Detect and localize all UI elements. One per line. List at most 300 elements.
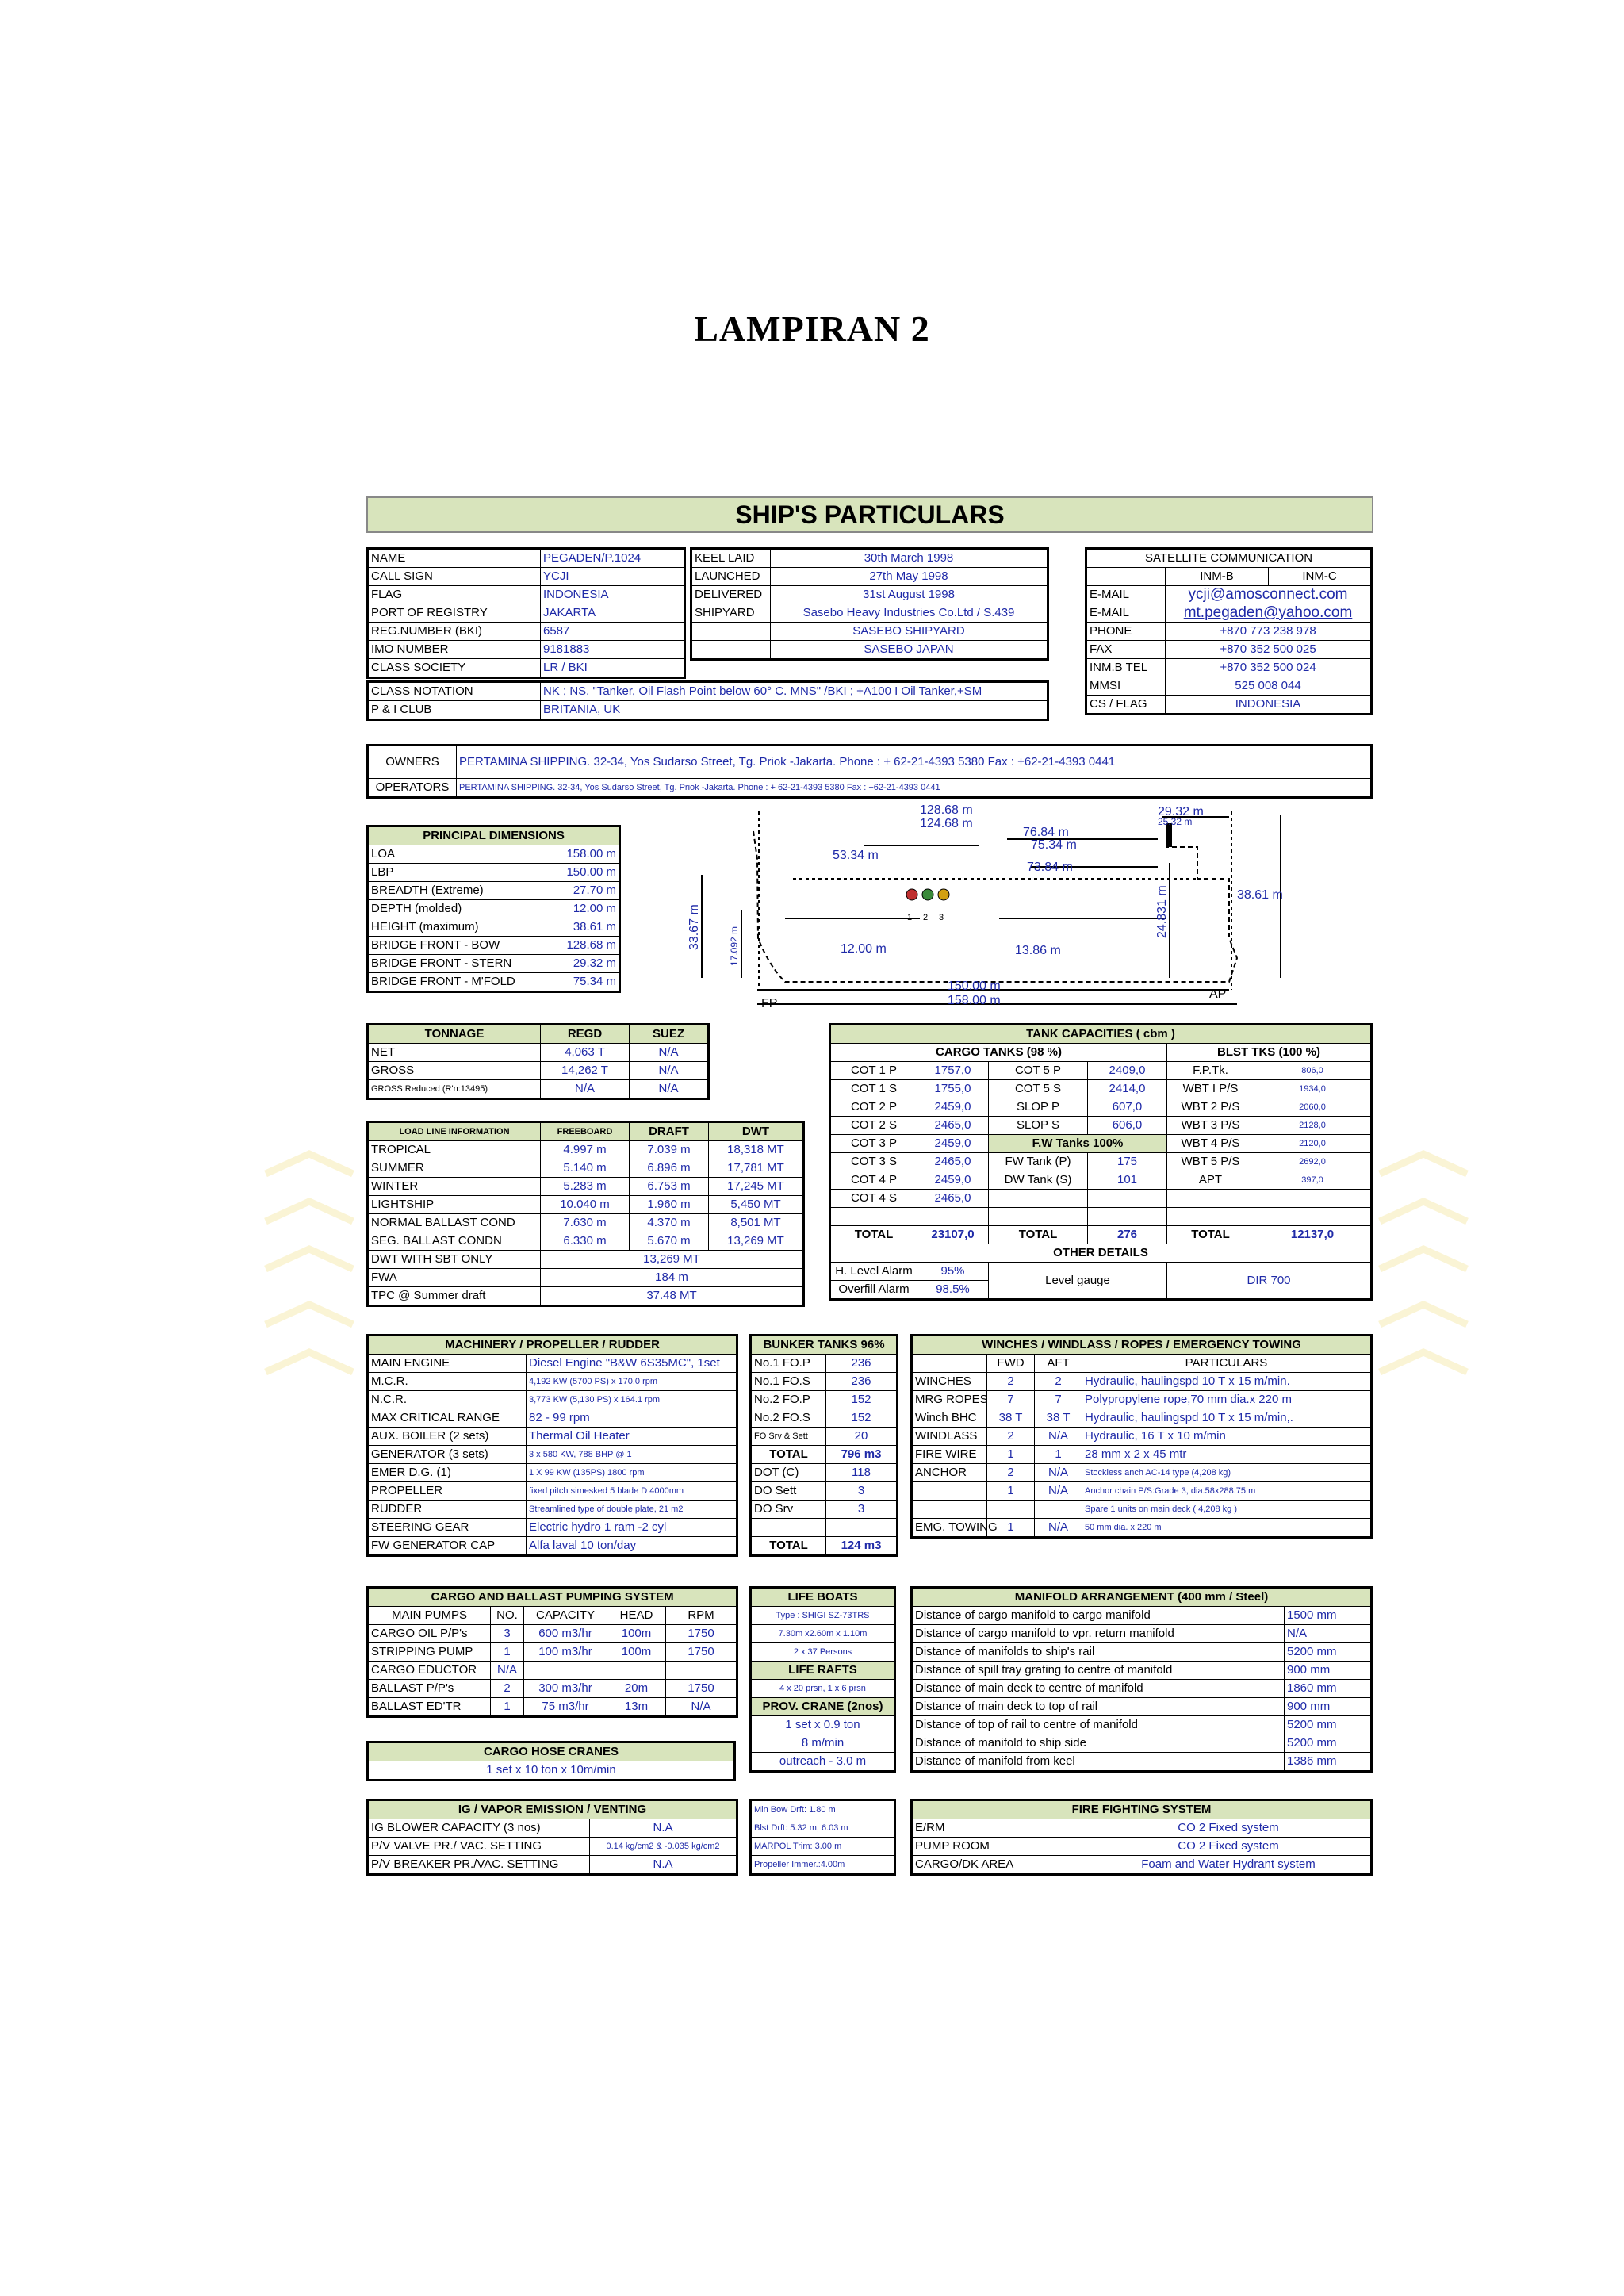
table-row	[368, 864, 620, 882]
tank-value: 101	[1088, 1171, 1167, 1190]
cargo-tank-value: 2465,0	[917, 1117, 989, 1135]
machinery-label: EMER D.G. (1)	[368, 1464, 527, 1482]
bunker-value: 796 m3	[826, 1446, 898, 1464]
dim-depth: 12.00 m	[841, 942, 887, 956]
tonnage-table	[366, 1023, 710, 1100]
pump-value	[524, 1662, 607, 1680]
tank-total-row	[830, 1226, 1372, 1244]
tonnage-suez: N/A	[630, 1080, 709, 1099]
table-row	[368, 1196, 804, 1214]
table-row	[368, 1409, 737, 1428]
winch-aft	[1035, 1501, 1082, 1519]
tank-name: SLOP S	[989, 1117, 1088, 1135]
cargo-tank-name: COT 2 P	[830, 1098, 917, 1117]
machinery-label: MAIN ENGINE	[368, 1355, 527, 1373]
ig-rows	[368, 1819, 737, 1875]
table-row	[912, 1464, 1372, 1482]
table-row	[368, 1251, 804, 1269]
winch-label: WINCHES	[912, 1373, 987, 1391]
pump-value: 100m	[607, 1643, 666, 1662]
manifold-value: N/A	[1285, 1625, 1372, 1643]
build-table	[690, 547, 1049, 661]
loadline-label: LIGHTSHIP	[368, 1196, 541, 1214]
dim-lbp: 150.00 m	[948, 979, 1001, 993]
prov-crane-header: PROV. CRANE (2nos)	[751, 1698, 895, 1716]
tank-value: 2414,0	[1088, 1080, 1167, 1098]
winch-particulars: 28 mm x 2 x 45 mtr	[1082, 1446, 1372, 1464]
winch-aft: N/A	[1035, 1464, 1082, 1482]
tank-name	[989, 1208, 1088, 1226]
identity-label: CLASS SOCIETY	[368, 659, 541, 678]
table-row	[368, 1391, 737, 1409]
bunker-rows	[751, 1355, 898, 1556]
principal-rows	[368, 845, 620, 992]
pumping-col-header: HEAD	[607, 1607, 666, 1625]
loadline-extra-value: 184 m	[541, 1269, 804, 1287]
principal-dimensions-table	[366, 825, 621, 993]
table-row	[1086, 604, 1372, 623]
bunker-label	[751, 1519, 826, 1537]
page-title: LAMPIRAN 2	[694, 309, 930, 349]
loadline-extra-label: FWA	[368, 1269, 541, 1287]
table-row	[368, 937, 620, 955]
operators-label: OPERATORS	[368, 779, 457, 798]
machinery-label: PROPELLER	[368, 1482, 527, 1501]
build-value: SASEBO JAPAN	[771, 641, 1048, 660]
ballast-tank-value: 2060,0	[1254, 1098, 1372, 1117]
pump-value: 300 m3/hr	[524, 1680, 607, 1698]
bunker-label: FO Srv & Sett	[751, 1428, 826, 1446]
loadline-table	[366, 1121, 805, 1307]
winch-aft: 7	[1035, 1391, 1082, 1409]
loadline-label: NORMAL BALLAST COND	[368, 1214, 541, 1232]
dim-bridge-height-vert: 24.831 m	[1155, 885, 1169, 938]
h-level-alarm-value: 95%	[917, 1263, 989, 1281]
h-level-alarm-label: H. Level Alarm	[830, 1263, 917, 1281]
table-row	[368, 659, 685, 678]
principal-value: 150.00 m	[550, 864, 620, 882]
tank-value	[1088, 1190, 1167, 1208]
loadline-label: SEG. BALLAST CONDN	[368, 1232, 541, 1251]
loadline-freeboard: 5.140 m	[541, 1159, 630, 1178]
fire-system: CO 2 Fixed system	[1086, 1819, 1372, 1838]
tank-name: DW Tank (S)	[989, 1171, 1088, 1190]
ig-label: IG BLOWER CAPACITY (3 nos)	[368, 1819, 590, 1838]
tank-name: COT 5 P	[989, 1062, 1088, 1080]
bunker-label: DO Sett	[751, 1482, 826, 1501]
table-row	[751, 1537, 898, 1556]
satcom-label: MMSI	[1086, 677, 1166, 696]
identity-label: NAME	[368, 549, 541, 568]
tank-total-cell: TOTAL	[1167, 1226, 1254, 1244]
tank-header: TANK CAPACITIES ( cbm )	[830, 1025, 1372, 1044]
pump-value: 3	[491, 1625, 524, 1643]
tonnage-suez: N/A	[630, 1062, 709, 1080]
machinery-table	[366, 1334, 738, 1557]
identity-table	[366, 547, 686, 679]
table-row	[912, 1391, 1372, 1409]
tonnage-regd-header: REGD	[541, 1025, 630, 1044]
lifeboats-size: 7.30m x2.60m x 1.10m	[751, 1625, 895, 1643]
dim-bridge-stern: 29.32 m	[1158, 805, 1204, 818]
manifold-rows	[912, 1607, 1372, 1772]
winch-fwd: 1	[987, 1519, 1035, 1538]
bunker-label: No.2 FO.S	[751, 1409, 826, 1428]
table-row	[368, 918, 620, 937]
ballast-tank-name: WBT I P/S	[1167, 1080, 1254, 1098]
hose-header: CARGO HOSE CRANES	[368, 1742, 735, 1761]
loadline-freeboard: 6.330 m	[541, 1232, 630, 1251]
cargo-tank-name: COT 4 S	[830, 1190, 917, 1208]
manifold-label: Distance of spill tray grating to centre of manifold	[912, 1662, 1285, 1680]
table-row	[1086, 623, 1372, 641]
machinery-label: RUDDER	[368, 1501, 527, 1519]
bunker-value: 152	[826, 1409, 898, 1428]
pump-value: 1750	[666, 1643, 737, 1662]
manifold-circles	[906, 889, 949, 900]
manifold-value: 1386 mm	[1285, 1753, 1372, 1772]
table-row	[830, 1062, 1372, 1080]
draft-note: Blst Drft: 5.32 m, 6.03 m	[751, 1819, 895, 1838]
principal-label: BREADTH (Extreme)	[368, 882, 550, 900]
machinery-value: Streamlined type of double plate, 21 m2	[527, 1501, 737, 1519]
manifold-label: Distance of top of rail to centre of manifold	[912, 1716, 1285, 1734]
satcom-value: +870 352 500 024	[1166, 659, 1372, 677]
cargo-tank-name: COT 3 P	[830, 1135, 917, 1153]
cargo-tank-value: 1755,0	[917, 1080, 989, 1098]
machinery-value: 3 x 580 KW, 788 BHP @ 1	[527, 1446, 737, 1464]
winch-aft: 1	[1035, 1446, 1082, 1464]
manifold-header: MANIFOLD ARRANGEMENT (400 mm / Steel)	[912, 1588, 1372, 1607]
table-row	[830, 1117, 1372, 1135]
table-row	[368, 586, 685, 604]
table-row	[368, 1698, 737, 1717]
identity-label: PORT OF REGISTRY	[368, 604, 541, 623]
dim-depth-vert: 33.67 m	[688, 904, 701, 950]
operators-value: PERTAMINA SHIPPING. 32-34, Yos Sudarso Street, Tg. Priok -Jakarta. Phone : + 62-21-4393 5380 Fax : +62-21-4393 0441	[457, 779, 1372, 798]
satcom-label: PHONE	[1086, 623, 1166, 641]
watermark-left	[262, 1142, 357, 1404]
principal-value: 158.00 m	[550, 845, 620, 864]
prov-crane-speed: 8 m/min	[751, 1734, 895, 1753]
tank-value: 607,0	[1088, 1098, 1167, 1117]
dim-height: 38.61 m	[1237, 888, 1283, 902]
machinery-label: AUX. BOILER (2 sets)	[368, 1428, 527, 1446]
ships-particulars-banner: SHIP'S PARTICULARS	[366, 496, 1373, 533]
tank-total-cell: TOTAL	[989, 1226, 1088, 1244]
level-gauge-value: DIR 700	[1167, 1263, 1372, 1300]
principal-header: PRINCIPAL DIMENSIONS	[368, 826, 620, 845]
table-row	[368, 1446, 737, 1464]
liferafts-header: LIFE RAFTS	[751, 1662, 895, 1680]
table-row	[691, 604, 1048, 623]
loadline-draft: 4.370 m	[630, 1214, 709, 1232]
manifold-label: Distance of cargo manifold to vpr. return manifold	[912, 1625, 1285, 1643]
hose-cranes-table	[366, 1741, 736, 1781]
identity-value: JAKARTA	[541, 604, 685, 623]
manifold-label: Distance of cargo manifold to cargo manifold	[912, 1607, 1285, 1625]
bunker-label: DO Srv	[751, 1501, 826, 1519]
pump-value: 1	[491, 1698, 524, 1717]
principal-label: BRIDGE FRONT - BOW	[368, 937, 550, 955]
pump-value: 600 m3/hr	[524, 1625, 607, 1643]
ig-header: IG / VAPOR EMISSION / VENTING	[368, 1800, 737, 1819]
winch-aft: 2	[1035, 1373, 1082, 1391]
owners-table	[366, 744, 1373, 799]
table-row	[912, 1625, 1372, 1643]
table-row	[691, 623, 1048, 641]
principal-value: 29.32 m	[550, 955, 620, 973]
cargo-tank-value	[917, 1208, 989, 1226]
ballast-tank-value	[1254, 1208, 1372, 1226]
table-row	[368, 900, 620, 918]
tank-value: 2409,0	[1088, 1062, 1167, 1080]
identity-value: 6587	[541, 623, 685, 641]
winches-fwd-header: FWD	[987, 1355, 1035, 1373]
watermark-chevrons-icon	[1376, 1142, 1471, 1404]
class-notation-value: NK ; NS, "Tanker, Oil Flash Point below 60° C. MNS" /BKI ; +A100 I Oil Tanker,+SM	[541, 682, 1048, 701]
build-label: DELIVERED	[691, 586, 771, 604]
tank-total-cell: 12137,0	[1254, 1226, 1372, 1244]
dim-midship: 53.34 m	[833, 849, 879, 862]
identity-label: CALL SIGN	[368, 568, 541, 586]
ballast-tank-value: 397,0	[1254, 1171, 1372, 1190]
build-label: LAUNCHED	[691, 568, 771, 586]
bunker-value: 20	[826, 1428, 898, 1446]
build-value: SASEBO SHIPYARD	[771, 623, 1048, 641]
dim-manifold-a: 76.84 m	[1023, 826, 1069, 839]
machinery-label: N.C.R.	[368, 1391, 527, 1409]
ballast-tank-value	[1254, 1190, 1372, 1208]
manifold-value: 5200 mm	[1285, 1734, 1372, 1753]
fp-label: FP	[761, 997, 778, 1010]
loadline-dwt: 18,318 MT	[709, 1141, 804, 1159]
diagram-lines	[702, 811, 1281, 1004]
dim-draft: 13.86 m	[1015, 944, 1061, 957]
winch-particulars: Hydraulic, 16 T x 10 m/min	[1082, 1428, 1372, 1446]
tonnage-label: GROSS Reduced (R'n:13495)	[368, 1080, 541, 1099]
fire-area: E/RM	[912, 1819, 1086, 1838]
fire-area: CARGO/DK AREA	[912, 1856, 1086, 1875]
identity-value: YCJI	[541, 568, 685, 586]
ballast-tank-name	[1167, 1190, 1254, 1208]
build-value: 27th May 1998	[771, 568, 1048, 586]
table-row	[368, 1838, 737, 1856]
table-row	[912, 1519, 1372, 1538]
dim-draft-vert: 17.092 m	[729, 926, 740, 966]
machinery-value: 4,192 KW (5700 PS) x 170.0 rpm	[527, 1373, 737, 1391]
pi-club-value: BRITANIA, UK	[541, 701, 1048, 720]
winch-label	[912, 1482, 987, 1501]
identity-value: 9181883	[541, 641, 685, 659]
loadline-extra-value: 37.48 MT	[541, 1287, 804, 1306]
loadline-extra	[368, 1251, 804, 1306]
pump-value: 1	[491, 1643, 524, 1662]
loadline-extra-value: 13,269 MT	[541, 1251, 804, 1269]
principal-value: 38.61 m	[550, 918, 620, 937]
machinery-label: MAX CRITICAL RANGE	[368, 1409, 527, 1428]
loadline-draft: 7.039 m	[630, 1141, 709, 1159]
manifold-no3: 3	[939, 913, 944, 922]
pumping-col-header: NO.	[491, 1607, 524, 1625]
manifold-label: Distance of main deck to centre of manifold	[912, 1680, 1285, 1698]
loadline-rows	[368, 1141, 804, 1251]
tonnage-rows	[368, 1044, 709, 1099]
tonnage-suez: N/A	[630, 1044, 709, 1062]
lifeboats-header: LIFE BOATS	[751, 1588, 895, 1607]
table-row	[1086, 586, 1372, 604]
table-row	[368, 604, 685, 623]
bunker-table	[749, 1334, 898, 1557]
winch-fwd: 2	[987, 1464, 1035, 1482]
principal-label: DEPTH (molded)	[368, 900, 550, 918]
loadline-header: LOAD LINE INFORMATION	[368, 1122, 541, 1141]
identity-value: INDONESIA	[541, 586, 685, 604]
machinery-label: M.C.R.	[368, 1373, 527, 1391]
table-row	[691, 549, 1048, 568]
draft-rows	[751, 1800, 895, 1875]
table-row	[368, 1464, 737, 1482]
winch-particulars: Stockless anch AC-14 type (4,208 kg)	[1082, 1464, 1372, 1482]
loadline-freeboard: 10.040 m	[541, 1196, 630, 1214]
table-row	[1086, 696, 1372, 715]
table-row	[751, 1446, 898, 1464]
table-row	[830, 1080, 1372, 1098]
satcom-value: 525 008 044	[1166, 677, 1372, 696]
draft-note: MARPOL Trim: 3.00 m	[751, 1838, 895, 1856]
loadline-dwt: 17,781 MT	[709, 1159, 804, 1178]
pump-name: STRIPPING PUMP	[368, 1643, 491, 1662]
table-row	[830, 1135, 1372, 1153]
table-row	[368, 1662, 737, 1680]
table-row	[368, 1819, 737, 1838]
table-row	[368, 1159, 804, 1178]
watermark-right	[1376, 1142, 1471, 1404]
manifold-value: 5200 mm	[1285, 1716, 1372, 1734]
machinery-header: MACHINERY / PROPELLER / RUDDER	[368, 1336, 737, 1355]
winch-particulars: 50 mm dia. x 220 m	[1082, 1519, 1372, 1538]
pump-value: 13m	[607, 1698, 666, 1717]
table-row	[368, 1428, 737, 1446]
bunker-header: BUNKER TANKS 96%	[751, 1336, 898, 1355]
loadline-freeboard-header: FREEBOARD	[541, 1122, 630, 1141]
table-row	[912, 1698, 1372, 1716]
cargo-tank-value: 2459,0	[917, 1171, 989, 1190]
machinery-value: 1 X 99 KW (135PS) 1800 rpm	[527, 1464, 737, 1482]
tank-value: 606,0	[1088, 1117, 1167, 1135]
table-row	[368, 1062, 709, 1080]
lifeboats-type: Type : SHIGI SZ-73TRS	[751, 1607, 895, 1625]
manifold-value: 900 mm	[1285, 1698, 1372, 1716]
identity-rows	[368, 549, 685, 678]
principal-value: 12.00 m	[550, 900, 620, 918]
satcom-table	[1085, 547, 1373, 715]
manifold-label: Distance of manifolds to ship's rail	[912, 1643, 1285, 1662]
bunker-label: No.1 FO.S	[751, 1373, 826, 1391]
cargo-tank-value: 2465,0	[917, 1153, 989, 1171]
ap-label: AP	[1209, 987, 1227, 1001]
fire-system: CO 2 Fixed system	[1086, 1838, 1372, 1856]
manifold-value: 5200 mm	[1285, 1643, 1372, 1662]
satcom-label: E-MAIL	[1086, 604, 1166, 623]
machinery-value: fixed pitch simesked 5 blade D 4000mm	[527, 1482, 737, 1501]
loadline-freeboard: 7.630 m	[541, 1214, 630, 1232]
loadline-freeboard: 4.997 m	[541, 1141, 630, 1159]
machinery-rows	[368, 1355, 737, 1556]
bunker-value: 3	[826, 1501, 898, 1519]
pump-value: 2	[491, 1680, 524, 1698]
tank-capacities-table	[829, 1023, 1373, 1301]
manifold-label: Distance of main deck to top of rail	[912, 1698, 1285, 1716]
ballast-tank-value: 2692,0	[1254, 1153, 1372, 1171]
table-row	[830, 1190, 1372, 1208]
table-row	[368, 1501, 737, 1519]
build-value: 31st August 1998	[771, 586, 1048, 604]
other-details-header: OTHER DETAILS	[830, 1244, 1372, 1263]
dim-manifold-b: 75.34 m	[1031, 838, 1077, 852]
table-row	[368, 641, 685, 659]
table-row	[368, 955, 620, 973]
winch-label: WINDLASS	[912, 1428, 987, 1446]
ballast-tank-name: WBT 5 P/S	[1167, 1153, 1254, 1171]
table-row	[912, 1716, 1372, 1734]
machinery-value: Thermal Oil Heater	[527, 1428, 737, 1446]
table-row	[751, 1355, 898, 1373]
table-row	[751, 1428, 898, 1446]
tank-name: FW Tank (P)	[989, 1153, 1088, 1171]
table-row	[751, 1819, 895, 1838]
owners-label: OWNERS	[368, 746, 457, 779]
bunker-value: 236	[826, 1355, 898, 1373]
table-row	[830, 1171, 1372, 1190]
build-label	[691, 641, 771, 660]
table-row	[691, 586, 1048, 604]
table-row	[368, 1537, 737, 1556]
bunker-label: TOTAL	[751, 1537, 826, 1556]
principal-label: BRIDGE FRONT - STERN	[368, 955, 550, 973]
loadline-label: TROPICAL	[368, 1141, 541, 1159]
winch-fwd: 2	[987, 1373, 1035, 1391]
machinery-label: STEERING GEAR	[368, 1519, 527, 1537]
table-row	[912, 1409, 1372, 1428]
satcom-label: INM.B TEL	[1086, 659, 1166, 677]
fire-fighting-table	[910, 1799, 1373, 1876]
pump-value: N/A	[491, 1662, 524, 1680]
tonnage-header: TONNAGE	[368, 1025, 541, 1044]
table-row	[751, 1409, 898, 1428]
table-row	[751, 1501, 898, 1519]
winches-rows	[912, 1373, 1372, 1538]
ig-label: P/V VALVE PR./ VAC. SETTING	[368, 1838, 590, 1856]
winch-label: ANCHOR	[912, 1464, 987, 1482]
table-row	[912, 1856, 1372, 1875]
table-row	[751, 1391, 898, 1409]
draft-notes-table	[749, 1799, 896, 1876]
pump-value	[607, 1662, 666, 1680]
table-row	[368, 1232, 804, 1251]
pumping-col-header: CAPACITY	[524, 1607, 607, 1625]
principal-value: 27.70 m	[550, 882, 620, 900]
winch-fwd: 1	[987, 1482, 1035, 1501]
pumping-table	[366, 1586, 738, 1718]
bunker-label: TOTAL	[751, 1446, 826, 1464]
dim-manifold-c: 73.84 m	[1027, 861, 1073, 874]
loadline-draft-header: DRAFT	[630, 1122, 709, 1141]
machinery-value: 3,773 KW (5,130 PS) x 164.1 rpm	[527, 1391, 737, 1409]
pump-value: 1750	[666, 1680, 737, 1698]
satcom-label: E-MAIL	[1086, 586, 1166, 604]
winches-aft-header: AFT	[1035, 1355, 1082, 1373]
